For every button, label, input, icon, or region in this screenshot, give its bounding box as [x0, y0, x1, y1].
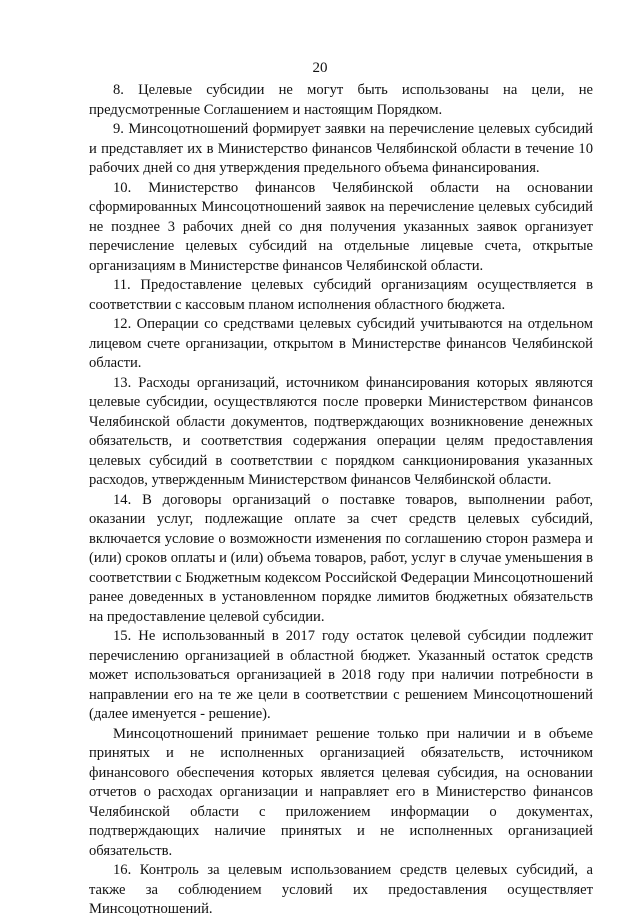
paragraph-8: 8. Целевые субсидии не могут быть использованы на цели, не предусмотренные Соглашением и настоящим Порядком. — [89, 82, 593, 118]
page-number: 20 — [312, 60, 328, 76]
paragraph-14: 14. В договоры организаций о поставке товаров, выполнении работ, оказании услуг, подлежащие оплате за счет средств целевых субсидий, включается условие о возможности изменения по соглашению сторон размера и (или) сроков оплаты и (или) объема товаров, работ, услуг в случае уменьшения в соответствии с Бюджетным кодексом Российской Федерации Минсоцотношений ранее доведенных в установленном порядке лимитов бюджетных обязательств на предоставление целевой субсидии. — [89, 491, 593, 625]
paragraph-11: 11. Предоставление целевых субсидий организациям осуществляется в соответствии с кассовым планом исполнения областного бюджета. — [89, 277, 593, 313]
paragraph-15: 15. Не использованный в 2017 году остаток целевой субсидии подлежит перечислению организацией в областной бюджет. Указанный остаток средств может использоваться организацией в 2018 году при наличии потребности в направлении его на те же цели в соответствии с решением Минсоцотношений (далее именуется - решение). — [89, 628, 593, 722]
paragraph-13: 13. Расходы организаций, источником финансирования которых являются целевые субсидии, осуществляются после проверки Министерством финансов Челябинской области документов, подтверждающих возникновение денежных обязательств, и соответствия содержания операции целям предоставления целевых субсидий в соответствии с порядком санкционирования указанных расходов, утвержденным Министерством финансов Челябинской области. — [89, 374, 593, 488]
paragraph-15-continued: Минсоцотношений принимает решение только при наличии и в объеме принятых и не исполненных организацией обязательств, источником финансового обеспечения которых является целевая субсидия, на основании отчетов о расходах организации и направляет его в Министерство финансов Челябинской области с приложением информации о документах, подтверждающих наличие принятых и не исполненных организацией обязательств. — [89, 725, 593, 859]
paragraph-9: 9. Минсоцотношений формирует заявки на перечисление целевых субсидий и представляет их в Министерство финансов Челябинской области в течение 10 рабочих дней со дня утверждения предельного объема финансирования. — [89, 121, 593, 176]
paragraph-12: 12. Операции со средствами целевых субсидий учитываются на отдельном лицевом счете организации, открытом в Министерстве финансов Челябинской области. — [89, 316, 593, 371]
paragraph-10: 10. Министерство финансов Челябинской области на основании сформированных Минсоцотношений заявок на перечисление целевых субсидий не позднее 3 рабочих дней со дня получения указанных заявок организует перечисление целевых субсидий на отдельные лицевые счета, открытые организациям в Министерстве финансов Челябинской области. — [89, 179, 593, 274]
paragraph-16: 16. Контроль за целевым использованием средств целевых субсидий, а также за соблюдением условий их предоставления осуществляет Минсоцотношений. — [89, 862, 593, 917]
document-body — [89, 81, 593, 920]
